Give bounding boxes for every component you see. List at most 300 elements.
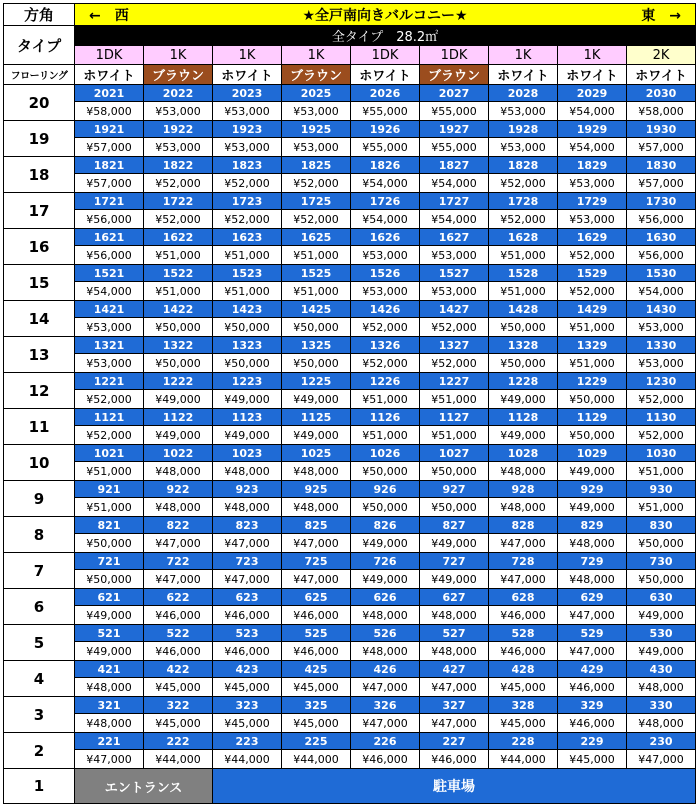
room-number[interactable]: 525 xyxy=(282,625,351,642)
room-number[interactable]: 827 xyxy=(420,517,489,534)
room-number[interactable]: 1121 xyxy=(75,409,144,426)
room-number[interactable]: 727 xyxy=(420,553,489,570)
rent-price: ¥52,000 xyxy=(489,174,558,193)
floor-number: 4 xyxy=(4,661,75,697)
room-number[interactable]: 329 xyxy=(558,697,627,714)
rent-price: ¥47,000 xyxy=(420,714,489,733)
room-number[interactable]: 528 xyxy=(489,625,558,642)
room-number[interactable]: 1623 xyxy=(213,229,282,246)
direction-banner xyxy=(75,4,696,26)
room-number[interactable]: 1521 xyxy=(75,265,144,282)
room-number[interactable]: 722 xyxy=(144,553,213,570)
room-number[interactable]: 1727 xyxy=(420,193,489,210)
room-number[interactable]: 1726 xyxy=(351,193,420,210)
rent-price: ¥46,000 xyxy=(282,606,351,625)
room-number[interactable]: 223 xyxy=(213,733,282,750)
room-number[interactable]: 1428 xyxy=(489,301,558,318)
room-number[interactable]: 523 xyxy=(213,625,282,642)
room-number[interactable]: 1823 xyxy=(213,157,282,174)
room-number[interactable]: 725 xyxy=(282,553,351,570)
floor-price-row xyxy=(4,246,696,265)
direction-label: 方角 xyxy=(4,4,75,26)
floor-price-row xyxy=(4,606,696,625)
room-number[interactable]: 1721 xyxy=(75,193,144,210)
room-number[interactable]: 1030 xyxy=(627,445,696,462)
rent-price: ¥52,000 xyxy=(213,210,282,229)
rent-price: ¥56,000 xyxy=(75,246,144,265)
floor-room-row xyxy=(4,301,696,318)
floor-room-row xyxy=(4,157,696,174)
type-cell: 2K xyxy=(627,46,696,65)
rent-price: ¥48,000 xyxy=(144,498,213,517)
rent-price: ¥57,000 xyxy=(75,138,144,157)
room-number[interactable]: 1027 xyxy=(420,445,489,462)
rent-price: ¥45,000 xyxy=(144,678,213,697)
room-number[interactable]: 1927 xyxy=(420,121,489,138)
room-number[interactable]: 1529 xyxy=(558,265,627,282)
room-number[interactable]: 229 xyxy=(558,733,627,750)
room-number[interactable]: 228 xyxy=(489,733,558,750)
room-number[interactable]: 1123 xyxy=(213,409,282,426)
rent-price: ¥51,000 xyxy=(144,282,213,301)
room-number[interactable]: 1130 xyxy=(627,409,696,426)
room-number[interactable]: 1127 xyxy=(420,409,489,426)
rent-price: ¥46,000 xyxy=(282,642,351,661)
room-number[interactable]: 627 xyxy=(420,589,489,606)
floor-number: 11 xyxy=(4,409,75,445)
room-number[interactable]: 327 xyxy=(420,697,489,714)
room-number[interactable]: 1421 xyxy=(75,301,144,318)
room-number[interactable]: 926 xyxy=(351,481,420,498)
rent-price: ¥50,000 xyxy=(213,354,282,373)
room-number[interactable]: 1830 xyxy=(627,157,696,174)
rent-price: ¥54,000 xyxy=(627,282,696,301)
room-number[interactable]: 1323 xyxy=(213,337,282,354)
rent-price: ¥52,000 xyxy=(351,354,420,373)
rent-price: ¥52,000 xyxy=(558,246,627,265)
room-number[interactable]: 922 xyxy=(144,481,213,498)
room-number[interactable]: 521 xyxy=(75,625,144,642)
rent-price: ¥51,000 xyxy=(351,426,420,445)
room-number[interactable]: 1625 xyxy=(282,229,351,246)
room-number[interactable]: 522 xyxy=(144,625,213,642)
room-number[interactable]: 921 xyxy=(75,481,144,498)
room-number[interactable]: 529 xyxy=(558,625,627,642)
floor-number: 2 xyxy=(4,733,75,769)
room-number[interactable]: 822 xyxy=(144,517,213,534)
rent-price: ¥53,000 xyxy=(558,210,627,229)
rent-price: ¥54,000 xyxy=(351,174,420,193)
rent-price: ¥53,000 xyxy=(489,138,558,157)
room-number[interactable]: 726 xyxy=(351,553,420,570)
room-number[interactable]: 426 xyxy=(351,661,420,678)
floor-price-row xyxy=(4,102,696,121)
floor-price-row xyxy=(4,750,696,769)
room-number[interactable]: 429 xyxy=(558,661,627,678)
room-number[interactable]: 1722 xyxy=(144,193,213,210)
room-number[interactable]: 1330 xyxy=(627,337,696,354)
rent-price: ¥53,000 xyxy=(213,102,282,121)
floor-room-row xyxy=(4,445,696,462)
rent-price: ¥57,000 xyxy=(627,174,696,193)
room-number[interactable]: 729 xyxy=(558,553,627,570)
rent-price: ¥49,000 xyxy=(420,534,489,553)
rent-price: ¥48,000 xyxy=(213,462,282,481)
room-number[interactable]: 1826 xyxy=(351,157,420,174)
room-number[interactable]: 828 xyxy=(489,517,558,534)
room-number[interactable]: 626 xyxy=(351,589,420,606)
room-number[interactable]: 1230 xyxy=(627,373,696,390)
rent-price: ¥53,000 xyxy=(627,354,696,373)
room-number[interactable]: 1528 xyxy=(489,265,558,282)
room-number[interactable]: 1025 xyxy=(282,445,351,462)
room-number[interactable]: 1222 xyxy=(144,373,213,390)
room-number[interactable]: 1021 xyxy=(75,445,144,462)
room-number[interactable]: 1023 xyxy=(213,445,282,462)
rent-price: ¥53,000 xyxy=(282,138,351,157)
room-number[interactable]: 1126 xyxy=(351,409,420,426)
floor-room-row xyxy=(4,697,696,714)
rent-price: ¥49,000 xyxy=(144,390,213,409)
room-number[interactable]: 1525 xyxy=(282,265,351,282)
rent-price: ¥49,000 xyxy=(351,534,420,553)
room-number[interactable]: 823 xyxy=(213,517,282,534)
floor-room-row xyxy=(4,517,696,534)
room-number[interactable]: 929 xyxy=(558,481,627,498)
room-number[interactable]: 1327 xyxy=(420,337,489,354)
floor-number: 5 xyxy=(4,625,75,661)
room-number[interactable]: 326 xyxy=(351,697,420,714)
room-number[interactable]: 1825 xyxy=(282,157,351,174)
room-number[interactable]: 1523 xyxy=(213,265,282,282)
floor-price-row xyxy=(4,534,696,553)
room-number[interactable]: 628 xyxy=(489,589,558,606)
apartment-price-table xyxy=(3,3,696,804)
room-number[interactable]: 1629 xyxy=(558,229,627,246)
room-number[interactable]: 621 xyxy=(75,589,144,606)
room-number[interactable]: 730 xyxy=(627,553,696,570)
rent-price: ¥46,000 xyxy=(420,750,489,769)
room-number[interactable]: 1822 xyxy=(144,157,213,174)
room-number[interactable]: 923 xyxy=(213,481,282,498)
room-number[interactable]: 2029 xyxy=(558,85,627,102)
room-number[interactable]: 1828 xyxy=(489,157,558,174)
room-number[interactable]: 1627 xyxy=(420,229,489,246)
room-number[interactable]: 423 xyxy=(213,661,282,678)
rent-price: ¥46,000 xyxy=(213,606,282,625)
room-number[interactable]: 723 xyxy=(213,553,282,570)
room-number[interactable]: 1221 xyxy=(75,373,144,390)
room-number[interactable]: 830 xyxy=(627,517,696,534)
room-number[interactable]: 825 xyxy=(282,517,351,534)
flooring-cell: ホワイト xyxy=(351,65,420,85)
room-number[interactable]: 222 xyxy=(144,733,213,750)
rent-price: ¥46,000 xyxy=(489,606,558,625)
floor-room-row xyxy=(4,589,696,606)
room-number[interactable]: 322 xyxy=(144,697,213,714)
rent-price: ¥49,000 xyxy=(558,462,627,481)
rent-price: ¥49,000 xyxy=(420,570,489,589)
room-number[interactable]: 1022 xyxy=(144,445,213,462)
flooring-cell: ブラウン xyxy=(282,65,351,85)
rent-price: ¥47,000 xyxy=(489,570,558,589)
floor-room-row xyxy=(4,193,696,210)
rent-price: ¥50,000 xyxy=(75,534,144,553)
room-number[interactable]: 728 xyxy=(489,553,558,570)
floor-number: 7 xyxy=(4,553,75,589)
rent-price: ¥44,000 xyxy=(489,750,558,769)
room-number[interactable]: 221 xyxy=(75,733,144,750)
room-number[interactable]: 1125 xyxy=(282,409,351,426)
rent-price: ¥53,000 xyxy=(420,246,489,265)
room-number[interactable]: 622 xyxy=(144,589,213,606)
rent-price: ¥50,000 xyxy=(489,318,558,337)
room-number[interactable]: 422 xyxy=(144,661,213,678)
rent-price: ¥52,000 xyxy=(144,174,213,193)
room-number[interactable]: 2022 xyxy=(144,85,213,102)
room-number[interactable]: 225 xyxy=(282,733,351,750)
room-number[interactable]: 1430 xyxy=(627,301,696,318)
room-number[interactable]: 1728 xyxy=(489,193,558,210)
room-number[interactable]: 1227 xyxy=(420,373,489,390)
rent-price: ¥53,000 xyxy=(144,138,213,157)
room-number[interactable]: 721 xyxy=(75,553,144,570)
room-number[interactable]: 1725 xyxy=(282,193,351,210)
floor-number: 14 xyxy=(4,301,75,337)
table-body xyxy=(4,4,696,804)
flooring-cell: ブラウン xyxy=(420,65,489,85)
rent-price: ¥50,000 xyxy=(420,498,489,517)
rent-price: ¥47,000 xyxy=(351,714,420,733)
room-number[interactable]: 1928 xyxy=(489,121,558,138)
floor-room-row xyxy=(4,337,696,354)
floor-price-row xyxy=(4,462,696,481)
room-number[interactable]: 630 xyxy=(627,589,696,606)
room-number[interactable]: 1522 xyxy=(144,265,213,282)
room-number[interactable]: 1226 xyxy=(351,373,420,390)
room-number[interactable]: 227 xyxy=(420,733,489,750)
rent-price: ¥48,000 xyxy=(282,462,351,481)
room-number[interactable]: 1827 xyxy=(420,157,489,174)
room-number[interactable]: 1730 xyxy=(627,193,696,210)
room-number[interactable]: 1028 xyxy=(489,445,558,462)
room-number[interactable]: 425 xyxy=(282,661,351,678)
floor-price-row xyxy=(4,570,696,589)
floor-number: 10 xyxy=(4,445,75,481)
room-number[interactable]: 321 xyxy=(75,697,144,714)
room-number[interactable]: 1929 xyxy=(558,121,627,138)
flooring-cell: ホワイト xyxy=(489,65,558,85)
rent-price: ¥48,000 xyxy=(144,462,213,481)
west-label: ← 西 xyxy=(89,7,129,24)
room-number[interactable]: 1622 xyxy=(144,229,213,246)
room-number[interactable]: 1329 xyxy=(558,337,627,354)
rent-price: ¥46,000 xyxy=(489,642,558,661)
rent-price: ¥53,000 xyxy=(351,246,420,265)
rent-price: ¥47,000 xyxy=(144,570,213,589)
room-number[interactable]: 1328 xyxy=(489,337,558,354)
rent-price: ¥52,000 xyxy=(351,318,420,337)
floor-number: 12 xyxy=(4,373,75,409)
room-number[interactable]: 1228 xyxy=(489,373,558,390)
rent-price: ¥55,000 xyxy=(420,138,489,157)
rent-price: ¥49,000 xyxy=(213,426,282,445)
rent-price: ¥55,000 xyxy=(351,138,420,157)
room-number[interactable]: 1621 xyxy=(75,229,144,246)
room-number[interactable]: 330 xyxy=(627,697,696,714)
rent-price: ¥52,000 xyxy=(144,210,213,229)
room-number[interactable]: 421 xyxy=(75,661,144,678)
floor-number: 9 xyxy=(4,481,75,517)
rent-price: ¥47,000 xyxy=(420,678,489,697)
room-number[interactable]: 1429 xyxy=(558,301,627,318)
room-number[interactable]: 2025 xyxy=(282,85,351,102)
rent-price: ¥54,000 xyxy=(351,210,420,229)
room-number[interactable]: 1922 xyxy=(144,121,213,138)
flooring-cell: ホワイト xyxy=(627,65,696,85)
rent-price: ¥47,000 xyxy=(351,678,420,697)
room-number[interactable]: 325 xyxy=(282,697,351,714)
floor-price-row xyxy=(4,714,696,733)
room-number[interactable]: 1029 xyxy=(558,445,627,462)
room-number[interactable]: 1628 xyxy=(489,229,558,246)
room-number[interactable]: 1128 xyxy=(489,409,558,426)
rent-price: ¥51,000 xyxy=(558,354,627,373)
rent-price: ¥47,000 xyxy=(144,534,213,553)
flooring-row xyxy=(4,65,696,85)
room-number[interactable]: 230 xyxy=(627,733,696,750)
room-number[interactable]: 821 xyxy=(75,517,144,534)
room-number[interactable]: 1326 xyxy=(351,337,420,354)
rent-price: ¥55,000 xyxy=(420,102,489,121)
room-number[interactable]: 323 xyxy=(213,697,282,714)
rent-price: ¥51,000 xyxy=(213,282,282,301)
room-number[interactable]: 1026 xyxy=(351,445,420,462)
room-number[interactable]: 2023 xyxy=(213,85,282,102)
room-number[interactable]: 1923 xyxy=(213,121,282,138)
room-number[interactable]: 1427 xyxy=(420,301,489,318)
room-number[interactable]: 1425 xyxy=(282,301,351,318)
room-number[interactable]: 1729 xyxy=(558,193,627,210)
room-number[interactable]: 2026 xyxy=(351,85,420,102)
room-number[interactable]: 530 xyxy=(627,625,696,642)
rent-price: ¥50,000 xyxy=(558,390,627,409)
floor-price-row xyxy=(4,642,696,661)
rent-price: ¥51,000 xyxy=(75,462,144,481)
room-number[interactable]: 527 xyxy=(420,625,489,642)
room-number[interactable]: 1122 xyxy=(144,409,213,426)
rent-price: ¥52,000 xyxy=(420,318,489,337)
rent-price: ¥49,000 xyxy=(213,390,282,409)
rent-price: ¥45,000 xyxy=(489,678,558,697)
room-number[interactable]: 1530 xyxy=(627,265,696,282)
room-number[interactable]: 930 xyxy=(627,481,696,498)
room-number[interactable]: 1829 xyxy=(558,157,627,174)
room-number[interactable]: 1225 xyxy=(282,373,351,390)
floor-room-row xyxy=(4,409,696,426)
rent-price: ¥48,000 xyxy=(351,642,420,661)
room-number[interactable]: 625 xyxy=(282,589,351,606)
room-number[interactable]: 927 xyxy=(420,481,489,498)
room-number[interactable]: 427 xyxy=(420,661,489,678)
room-number[interactable]: 2030 xyxy=(627,85,696,102)
floor-number: 17 xyxy=(4,193,75,229)
room-number[interactable]: 1921 xyxy=(75,121,144,138)
rent-price: ¥51,000 xyxy=(213,246,282,265)
rent-price: ¥48,000 xyxy=(558,570,627,589)
type-label: タイプ xyxy=(4,26,75,65)
room-number[interactable]: 526 xyxy=(351,625,420,642)
room-number[interactable]: 1630 xyxy=(627,229,696,246)
room-number[interactable]: 2021 xyxy=(75,85,144,102)
room-number[interactable]: 1322 xyxy=(144,337,213,354)
rent-price: ¥53,000 xyxy=(282,102,351,121)
room-number[interactable]: 1925 xyxy=(282,121,351,138)
flooring-cell: ホワイト xyxy=(75,65,144,85)
room-number[interactable]: 430 xyxy=(627,661,696,678)
rent-price: ¥49,000 xyxy=(489,426,558,445)
rent-price: ¥52,000 xyxy=(489,210,558,229)
room-number[interactable]: 629 xyxy=(558,589,627,606)
rent-price: ¥52,000 xyxy=(282,210,351,229)
rent-price: ¥52,000 xyxy=(627,390,696,409)
room-number[interactable]: 1229 xyxy=(558,373,627,390)
rent-price: ¥53,000 xyxy=(213,138,282,157)
rent-price: ¥48,000 xyxy=(489,498,558,517)
rent-price: ¥49,000 xyxy=(282,426,351,445)
room-number[interactable]: 1821 xyxy=(75,157,144,174)
room-number[interactable]: 1325 xyxy=(282,337,351,354)
rent-price: ¥44,000 xyxy=(213,750,282,769)
room-number[interactable]: 428 xyxy=(489,661,558,678)
room-number[interactable]: 1930 xyxy=(627,121,696,138)
rent-price: ¥48,000 xyxy=(489,462,558,481)
rent-price: ¥50,000 xyxy=(351,498,420,517)
rent-price: ¥45,000 xyxy=(489,714,558,733)
room-number[interactable]: 1129 xyxy=(558,409,627,426)
rent-price: ¥49,000 xyxy=(351,570,420,589)
room-number[interactable]: 1926 xyxy=(351,121,420,138)
rent-price: ¥52,000 xyxy=(282,174,351,193)
room-number[interactable]: 1223 xyxy=(213,373,282,390)
room-number[interactable]: 328 xyxy=(489,697,558,714)
all-type-row xyxy=(4,26,696,46)
room-number[interactable]: 226 xyxy=(351,733,420,750)
room-number[interactable]: 1527 xyxy=(420,265,489,282)
rent-price: ¥54,000 xyxy=(558,102,627,121)
rent-price: ¥51,000 xyxy=(558,318,627,337)
rent-price: ¥58,000 xyxy=(627,102,696,121)
room-number[interactable]: 928 xyxy=(489,481,558,498)
parking-area: 駐車場 xyxy=(213,769,696,804)
rent-price: ¥55,000 xyxy=(351,102,420,121)
room-number[interactable]: 1723 xyxy=(213,193,282,210)
room-number[interactable]: 1422 xyxy=(144,301,213,318)
room-number[interactable]: 623 xyxy=(213,589,282,606)
room-number[interactable]: 925 xyxy=(282,481,351,498)
room-number[interactable]: 1321 xyxy=(75,337,144,354)
rent-price: ¥50,000 xyxy=(75,570,144,589)
room-number[interactable]: 1423 xyxy=(213,301,282,318)
room-number[interactable]: 2027 xyxy=(420,85,489,102)
room-number[interactable]: 1426 xyxy=(351,301,420,318)
room-number[interactable]: 829 xyxy=(558,517,627,534)
room-number[interactable]: 826 xyxy=(351,517,420,534)
room-number[interactable]: 1626 xyxy=(351,229,420,246)
type-cell: 1K xyxy=(489,46,558,65)
room-number[interactable]: 1526 xyxy=(351,265,420,282)
room-number[interactable]: 2028 xyxy=(489,85,558,102)
